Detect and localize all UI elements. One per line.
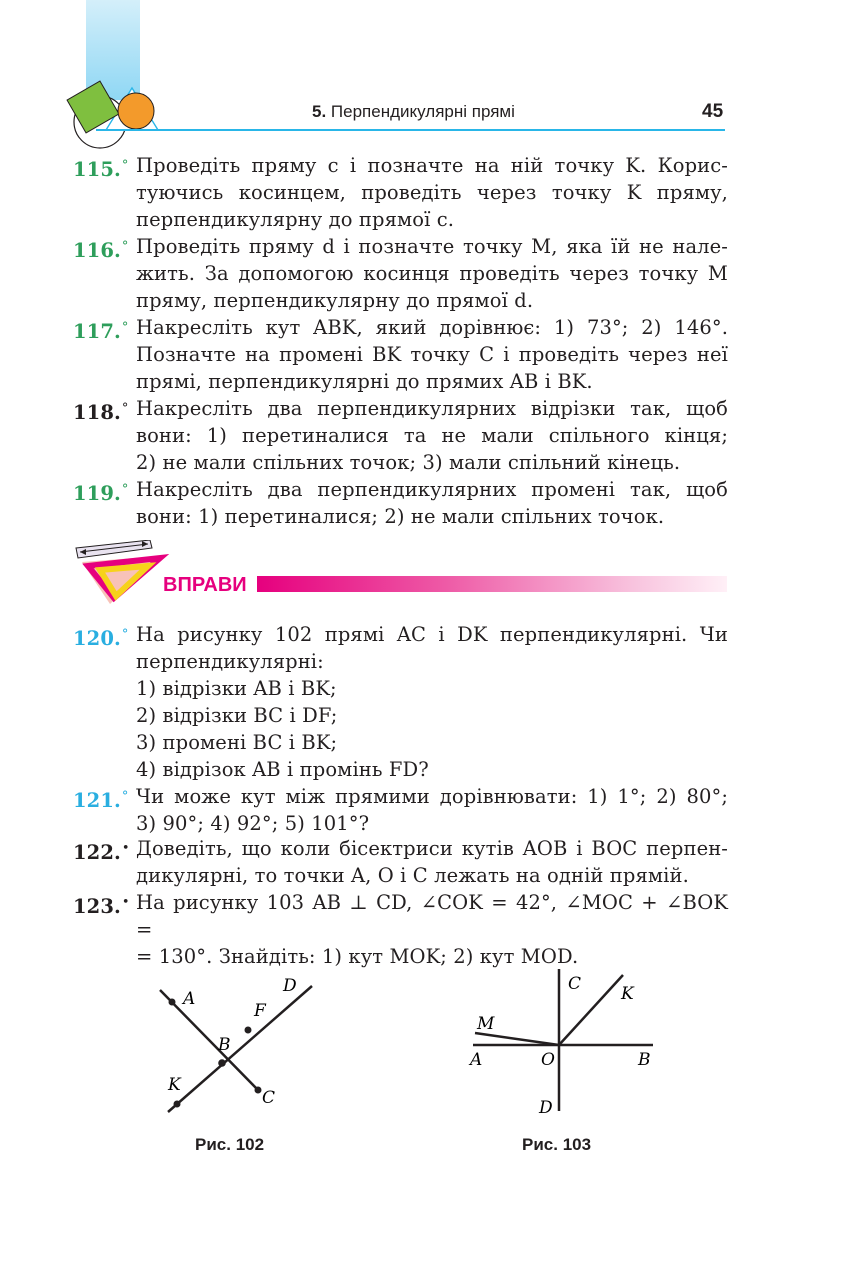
problem-line: Чи може кут між прямими дорівнювати: 1) 1°; 2) 80°; [136, 785, 728, 808]
problem-line: На рисунку 103 AB ⊥ CD, ∠COK = 42°, ∠MOC + ∠BOK = [136, 891, 728, 941]
figure-102-caption: Рис. 102 [195, 1135, 265, 1154]
point-a [169, 999, 176, 1006]
label-f: F [254, 1001, 266, 1021]
point-b [218, 1059, 226, 1067]
problem-117 [73, 314, 728, 395]
problem-number: 117.° [73, 320, 129, 343]
exercise-120 [73, 621, 728, 783]
label-d: D [539, 1098, 553, 1115]
figure-103 [465, 965, 670, 1115]
exercise-122 [73, 835, 728, 889]
section-bar [257, 576, 727, 592]
problem-line: Накресліть кут ABK, який дорівнює: 1) 73°; 2) 146°. [136, 316, 728, 339]
label-a: A [183, 989, 196, 1009]
problem-number: 115.° [73, 158, 129, 181]
point-f [245, 1027, 252, 1034]
problem-line: вони: 1) перетиналися; 2) не мали спільних точок. [136, 505, 665, 528]
point-c [255, 1087, 262, 1094]
label-o: O [541, 1050, 555, 1070]
exercise-121 [73, 783, 728, 837]
label-c: C [262, 1088, 276, 1108]
problem-line: На рисунку 102 прямі AC і DK перпендикулярні. Чи [136, 623, 728, 646]
exercise-123 [73, 889, 728, 970]
problem-line: 2) не мали спільних точок; 3) мали спільний кінець. [136, 451, 681, 474]
problem-line: жить. За допомогою косинця проведіть через точку M [136, 262, 728, 285]
sub-item: 2) відрізки BC і DF; [136, 704, 338, 727]
problem-line: перпендикулярні: [136, 650, 324, 673]
label-m: M [477, 1014, 495, 1034]
sub-item: 3) промені BC і BK; [136, 731, 338, 754]
problem-line: перпендикулярну до прямої c. [136, 208, 455, 231]
problem-number: 122.• [73, 841, 130, 864]
problem-line: вони: 1) перетиналися та не мали спільного кінця; [136, 424, 728, 447]
problem-line: туючись косинцем, проведіть через точку K пряму, [136, 181, 728, 204]
ruler-triangle-icon [70, 540, 170, 610]
problem-line: Накресліть два перпендикулярних промені так, щоб [136, 478, 728, 501]
problem-number: 121.° [73, 789, 129, 812]
figure-103-caption: Рис. 103 [522, 1135, 592, 1154]
problem-line: дикулярні, то точки A, O і C лежать на одній прямій. [136, 864, 689, 887]
page-number: 45 [702, 101, 724, 122]
section-title: ВПРАВИ [163, 574, 247, 596]
header-logo-shapes [62, 70, 172, 150]
problem-118 [73, 395, 728, 476]
chapter-number: 5. [312, 102, 327, 121]
problem-number: 119.° [73, 482, 129, 505]
ray-om [475, 1033, 559, 1045]
problem-115 [73, 152, 728, 233]
sub-item: 1) відрізки AB і BK; [136, 677, 337, 700]
problem-line: пряму, перпендикулярну до прямої d. [136, 289, 534, 312]
running-header [312, 102, 515, 122]
problem-line: Проведіть пряму c і позначте на ній точку K. Корис- [136, 154, 728, 177]
label-a: A [470, 1050, 483, 1070]
figure-102 [150, 970, 330, 1120]
label-b: B [638, 1050, 651, 1070]
problem-line: Накресліть два перпендикулярних відрізки так, щоб [136, 397, 728, 420]
problem-116 [73, 233, 728, 314]
problem-line: = 130°. Знайдіть: 1) кут MOK; 2) кут MOD. [136, 945, 579, 968]
label-c: C [568, 974, 582, 994]
header-rule [96, 129, 725, 131]
chapter-title: Перпендикулярні прямі [330, 102, 515, 121]
problem-line: Доведіть, що коли бісектриси кутів AOB і BOC перпен- [136, 837, 728, 860]
label-d: D [283, 976, 297, 996]
label-k: K [621, 984, 634, 1004]
problem-line: Проведіть пряму d і позначте точку M, яка їй не нале- [136, 235, 728, 258]
sub-item: 4) відрізок AB і промінь FD? [136, 758, 429, 781]
problem-number: 118.° [73, 401, 129, 424]
problem-line: 3) 90°; 4) 92°; 5) 101°? [136, 812, 370, 835]
problem-line: прямі, перпендикулярні до прямих AB і BK. [136, 370, 593, 393]
problem-number: 120.° [73, 627, 129, 650]
label-k: K [168, 1075, 181, 1095]
problem-line: Позначте на промені BK точку C і проведіть через неї [136, 343, 728, 366]
problem-119 [73, 476, 728, 530]
problem-number: 123.• [73, 895, 130, 918]
problem-number: 116.° [73, 239, 129, 262]
point-k [174, 1101, 181, 1108]
label-b: B [218, 1035, 231, 1055]
